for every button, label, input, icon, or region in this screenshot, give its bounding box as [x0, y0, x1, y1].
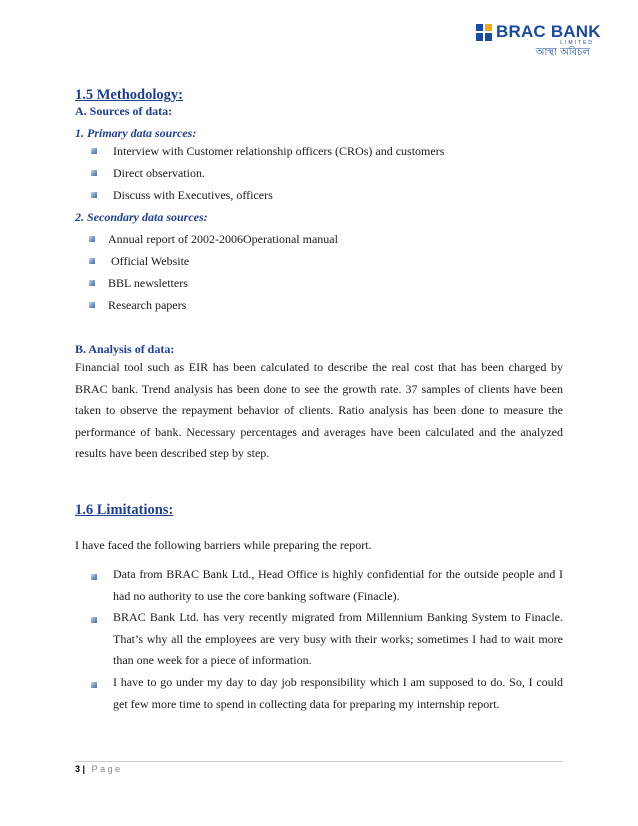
bullet-icon — [89, 236, 95, 242]
analysis-text: Financial tool such as EIR has been calculated to describe the real cost that has been charged by BRAC bank. Trend analysis has been done to see the growth rate. 37 samples of clients have been taken to observe the repayment behavior of clients. Ratio analysis has been done to measure the performance of bank. Necessary percentages and averages have been calculated and the analyzed results have been described step by step. — [75, 360, 563, 461]
page-footer — [75, 764, 123, 774]
primary-item: Direct observation. — [113, 166, 205, 180]
logo-tagline: আস্থা অবিচল — [535, 47, 590, 58]
footer-divider — [75, 761, 563, 762]
logo-subtext: LIMITED — [560, 40, 594, 46]
page-label: Page — [91, 764, 123, 774]
secondary-item: BBL newsletters — [108, 276, 188, 290]
bullet-icon — [91, 148, 97, 154]
bullet-icon — [91, 192, 97, 198]
primary-item: Interview with Customer relationship officers (CROs) and customers — [113, 144, 445, 158]
page-number: 3 — [75, 764, 81, 774]
bullet-icon — [89, 302, 95, 308]
bullet-icon — [89, 258, 95, 264]
bullet-icon — [89, 280, 95, 286]
analysis-heading: B. Analysis of data: — [75, 342, 175, 356]
limitation-item: I have to go under my day to day job responsibility which I am supposed to do. So, I could get few more time to spend in collecting data for preparing my internship report. — [113, 675, 563, 711]
limitation-item: BRAC Bank Ltd. has very recently migrated from Millennium Banking System to Finacle. That’s why all the employees are very busy with their works; sometimes I had to wait more than one week for a piece of information. — [113, 610, 563, 668]
primary-item: Discuss with Executives, officers — [113, 188, 273, 202]
limitations-intro: I have faced the following barriers while preparing the report. — [75, 538, 372, 552]
bullet-icon — [91, 170, 97, 176]
limitations-title: 1.6 Limitations: — [75, 502, 174, 518]
brac-bank-logo-icon — [476, 24, 492, 41]
bullet-icon — [91, 574, 97, 580]
limitation-item: Data from BRAC Bank Ltd., Head Office is highly confidential for the outside people and I had no authority to use the core banking software (Finacle). — [113, 567, 563, 603]
secondary-item: Research papers — [108, 298, 187, 312]
methodology-title: 1.5 Methodology: — [75, 87, 183, 103]
secondary-sources-heading: 2. Secondary data sources: — [75, 210, 208, 224]
sources-heading: A. Sources of data: — [75, 104, 173, 118]
primary-sources-heading: 1. Primary data sources: — [75, 126, 197, 140]
footer-separator: | — [82, 764, 86, 774]
secondary-item: Annual report of 2002-2006Operational manual — [108, 232, 338, 246]
bullet-icon — [91, 617, 97, 623]
secondary-item: Official Website — [108, 254, 190, 268]
brac-bank-logo — [476, 22, 601, 60]
logo-text: BRAC BANK — [496, 22, 601, 41]
analysis-paragraph — [75, 357, 563, 465]
bullet-icon — [91, 682, 97, 688]
